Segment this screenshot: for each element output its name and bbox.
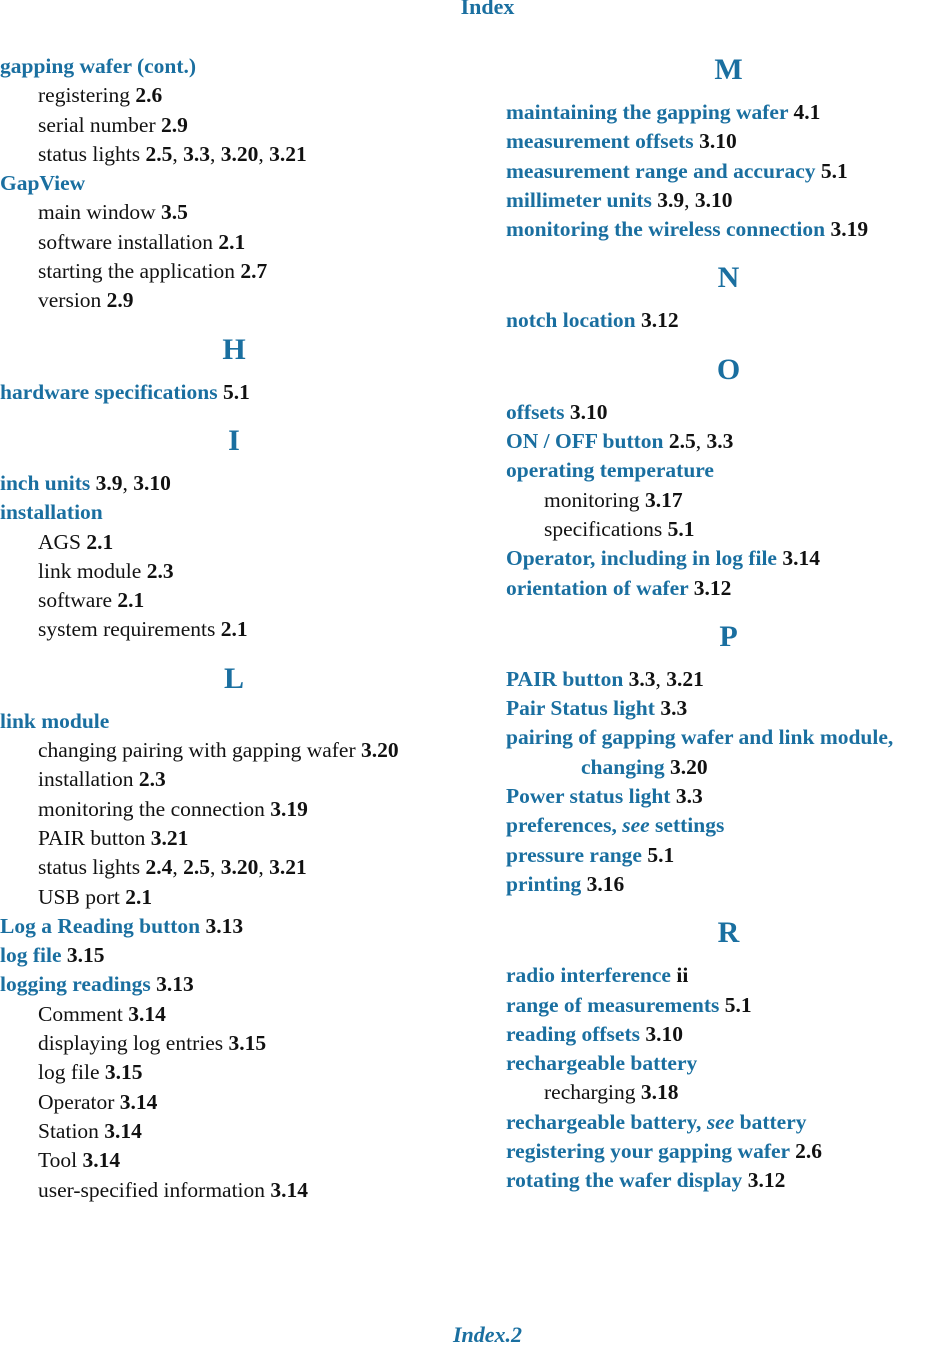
entry-term: status lights [38, 855, 141, 880]
page-number: 3.9 [95, 470, 123, 495]
section-letter: O [716, 352, 741, 386]
page-number: 2.1 [117, 588, 145, 613]
index-subentry [0, 140, 468, 169]
entry-term: link module [0, 708, 110, 733]
entry-term: measurement range and accuracy [506, 158, 816, 183]
entry-term: link module [38, 558, 142, 583]
entry-term: displaying log entries [38, 1031, 224, 1056]
index-entry [506, 427, 951, 456]
entry-term: reading offsets [506, 1021, 640, 1046]
see-reference: see [706, 1109, 735, 1134]
entry-term: range of measurements [506, 992, 720, 1017]
page-number: 2.5 [183, 855, 211, 880]
section-letter: L [223, 661, 244, 695]
index-subentry [0, 1117, 468, 1146]
page-number: 3.17 [644, 487, 683, 512]
index-subentry [0, 81, 468, 110]
index-entry [506, 991, 951, 1020]
page-separator: , [655, 666, 667, 691]
entry-term: hardware specifications [0, 379, 218, 404]
page-separator: , [210, 141, 221, 166]
index-subentry [506, 486, 951, 515]
entry-term: maintaining the gapping wafer [506, 100, 789, 124]
page-number: 3.21 [150, 825, 189, 850]
page-number: 3.12 [640, 308, 679, 333]
entry-term: Log a Reading button [0, 913, 201, 938]
index-entry [506, 782, 951, 811]
entry-term: system requirements [38, 617, 216, 642]
index-subentry [0, 765, 468, 794]
section-letter: I [228, 423, 240, 457]
page-number: 2.5 [145, 141, 173, 166]
index-column-right [506, 52, 951, 1196]
page-number: 3.3 [660, 696, 688, 721]
entry-term: rechargeable battery [506, 1051, 698, 1076]
index-entry [0, 169, 468, 198]
entry-term: log file [0, 943, 62, 968]
page-number: 3.20 [220, 855, 259, 880]
index-subentry [0, 883, 468, 912]
index-subentry [0, 228, 468, 257]
index-entry [506, 870, 951, 899]
index-entry [506, 574, 951, 603]
index-subentry [506, 1078, 951, 1107]
page-number: 3.13 [205, 913, 244, 938]
entry-term: monitoring [544, 487, 640, 512]
index-subentry [0, 111, 468, 140]
index-entry [506, 665, 951, 694]
page-number: 2.3 [146, 558, 174, 583]
entry-term: software installation [38, 229, 213, 254]
index-entry [506, 1020, 951, 1049]
entry-term: offsets [506, 399, 565, 424]
entry-term: notch location [506, 308, 636, 333]
index-entry [506, 811, 951, 840]
entry-term: operating temperature [506, 458, 714, 483]
index-entry-continuation [506, 753, 951, 782]
page-number: 5.1 [667, 516, 695, 541]
entry-term: recharging [544, 1080, 636, 1105]
entry-term: changing pairing with gapping wafer [38, 738, 356, 763]
page-number: 2.1 [220, 617, 248, 642]
index-entry [506, 98, 951, 127]
index-subentry [0, 1088, 468, 1117]
entry-term: radio interference [506, 963, 671, 988]
entry-term: rechargeable battery, [506, 1109, 702, 1134]
page-number: 3.3 [675, 784, 703, 809]
index-entry [506, 127, 951, 156]
index-subentry [0, 198, 468, 227]
index-entry [506, 961, 951, 990]
page-number: 2.3 [138, 767, 166, 792]
section-letter: P [719, 619, 738, 653]
page-number: ii [676, 963, 689, 988]
page-number: 3.3 [706, 429, 734, 454]
page-number: 3.12 [693, 575, 732, 600]
page-separator: , [122, 470, 134, 495]
entry-term: GapView [0, 171, 86, 196]
entry-term: pairing of gapping wafer and link module, [506, 725, 894, 750]
entry-term: log file [38, 1060, 100, 1085]
entry-term: logging readings [0, 972, 151, 997]
entry-term: monitoring the connection [38, 796, 265, 821]
page-number: 3.15 [104, 1060, 143, 1085]
entry-term: USB port [38, 884, 120, 909]
page-separator: , [684, 187, 695, 212]
entry-term: Power status light [506, 784, 671, 809]
index-subentry [0, 824, 468, 853]
entry-term: gapping wafer (cont.) [0, 54, 197, 78]
entry-term: installation [38, 767, 134, 792]
page-number: 2.1 [218, 229, 246, 254]
index-subentry [0, 1029, 468, 1058]
index-entry [506, 306, 951, 335]
page-number: 2.7 [240, 259, 268, 284]
see-target: settings [655, 813, 725, 838]
page-separator: , [172, 141, 184, 166]
page-number: 3.3 [183, 141, 211, 166]
page-number: 3.20 [220, 141, 259, 166]
index-entry [0, 52, 468, 81]
page-number: 3.21 [269, 855, 307, 880]
index-entry [506, 841, 951, 870]
index-subentry [0, 286, 468, 315]
index-entry [0, 469, 468, 498]
index-entry [506, 1137, 951, 1166]
entry-term: rotating the wafer display [506, 1168, 743, 1193]
entry-term: AGS [38, 529, 82, 554]
page-number: 5.1 [820, 158, 848, 183]
index-subentry [0, 1146, 468, 1175]
page-number: 3.13 [156, 972, 194, 997]
page-number: 3.3 [628, 666, 656, 691]
index-subentry [0, 795, 468, 824]
page-number: 3.9 [657, 187, 685, 212]
section-letter: R [717, 916, 740, 950]
index-subentry [0, 1058, 468, 1087]
page-number: 3.21 [666, 666, 704, 691]
page-separator: , [695, 429, 707, 454]
index-subentry [0, 528, 468, 557]
section-letter: N [717, 261, 740, 295]
page-number: 4.1 [793, 100, 821, 124]
page-number: 2.5 [668, 429, 696, 454]
section-letter: H [222, 332, 246, 366]
index-entry [506, 157, 951, 186]
entry-term: Pair Status light [506, 696, 655, 721]
index-entry [0, 498, 468, 527]
page-number: 2.1 [125, 884, 153, 909]
page-number: 3.19 [830, 217, 869, 242]
page-number: 2.4 [145, 855, 173, 880]
see-target: battery [739, 1109, 807, 1134]
index-entry [506, 398, 951, 427]
page-number: 3.14 [104, 1118, 142, 1143]
page-number: 3.10 [694, 187, 733, 212]
page-number: 3.14 [82, 1148, 121, 1173]
entry-term: user-specified information [38, 1177, 266, 1202]
page-number: 3.14 [128, 1001, 166, 1026]
page-number: 3.21 [269, 141, 307, 166]
page-number: 2.9 [161, 112, 188, 137]
entry-term: Comment [38, 1001, 123, 1026]
index-entry [506, 1166, 951, 1195]
entry-term: orientation of wafer [506, 575, 689, 600]
index-subentry [0, 736, 468, 765]
entry-term: preferences, [506, 813, 617, 838]
page-header: Index [460, 0, 515, 19]
entry-term: starting the application [38, 259, 236, 284]
entry-term: monitoring the wireless connection [506, 217, 826, 242]
page-number: 3.19 [270, 796, 308, 821]
page-separator: , [210, 855, 221, 880]
page-number: 5.1 [222, 379, 250, 404]
index-subentry [0, 615, 468, 644]
entry-term: Station [38, 1118, 99, 1143]
entry-term: inch units [0, 470, 91, 495]
entry-term: status lights [38, 141, 141, 166]
page-number: 3.5 [161, 200, 188, 225]
index-subentry [0, 557, 468, 586]
page-number: 2.9 [106, 288, 134, 313]
page-number: 3.10 [569, 399, 608, 424]
page-number: 3.14 [270, 1177, 309, 1202]
entry-term: registering [38, 83, 130, 108]
index-subentry [0, 586, 468, 615]
entry-term: specifications [544, 516, 663, 541]
index-entry [506, 694, 951, 723]
page-number: 5.1 [724, 992, 752, 1017]
entry-term: software [38, 588, 113, 613]
index-entry [0, 707, 468, 736]
page-separator: , [258, 141, 270, 166]
entry-term: printing [506, 871, 582, 896]
index-column-left [0, 52, 468, 1205]
entry-term: millimeter units [506, 187, 652, 212]
page-number: 3.12 [747, 1168, 786, 1193]
index-subentry [506, 515, 951, 544]
index-entry [0, 378, 468, 407]
entry-term: measurement offsets [506, 129, 694, 154]
entry-term: pressure range [506, 842, 642, 867]
index-entry [506, 1108, 951, 1137]
entry-term: PAIR button [38, 825, 146, 850]
index-subentry [0, 257, 468, 286]
page-number: 3.20 [361, 738, 399, 763]
page-number: 2.1 [86, 529, 114, 554]
entry-term: PAIR button [506, 666, 624, 691]
index-entry [506, 1049, 951, 1078]
index-entry [506, 186, 951, 215]
entry-term: main window [38, 200, 156, 225]
page-separator: , [172, 855, 184, 880]
index-subentry [0, 853, 468, 882]
section-letter: M [714, 53, 743, 86]
entry-term: Tool [38, 1148, 78, 1173]
entry-term: Operator, including in log file [506, 546, 777, 571]
entry-term: ON / OFF button [506, 429, 664, 454]
page-number: 3.10 [645, 1021, 683, 1046]
entry-term: version [38, 288, 102, 313]
page-number: 3.14 [119, 1089, 158, 1114]
page-number: 3.15 [66, 943, 105, 968]
page-number: 3.15 [228, 1031, 267, 1056]
page-number: 2.6 [135, 83, 163, 108]
page-number: 3.18 [640, 1080, 679, 1105]
page-number: 3.10 [699, 129, 737, 154]
index-entry [506, 215, 951, 244]
index-entry [506, 456, 951, 485]
entry-term: installation [0, 500, 103, 525]
page-number: 3.14 [782, 546, 820, 571]
index-entry [0, 970, 468, 999]
page-number: 5.1 [647, 842, 675, 867]
index-entry [0, 941, 468, 970]
page-number: 3.16 [586, 871, 625, 896]
page-footer: Index.2 [452, 1322, 523, 1347]
page-number: 2.6 [795, 1139, 822, 1164]
entry-term: registering your gapping wafer [506, 1139, 790, 1164]
page-separator: , [258, 855, 270, 880]
index-subentry [0, 1176, 468, 1205]
entry-term: changing [581, 754, 665, 779]
page-number: 3.10 [133, 470, 171, 495]
index-entry [506, 723, 951, 752]
index-entry [506, 544, 951, 573]
index-subentry [0, 1000, 468, 1029]
page-number: 3.20 [670, 754, 708, 779]
entry-term: Operator [38, 1089, 115, 1114]
see-reference: see [622, 813, 650, 838]
index-entry [0, 912, 468, 941]
entry-term: serial number [38, 112, 156, 137]
